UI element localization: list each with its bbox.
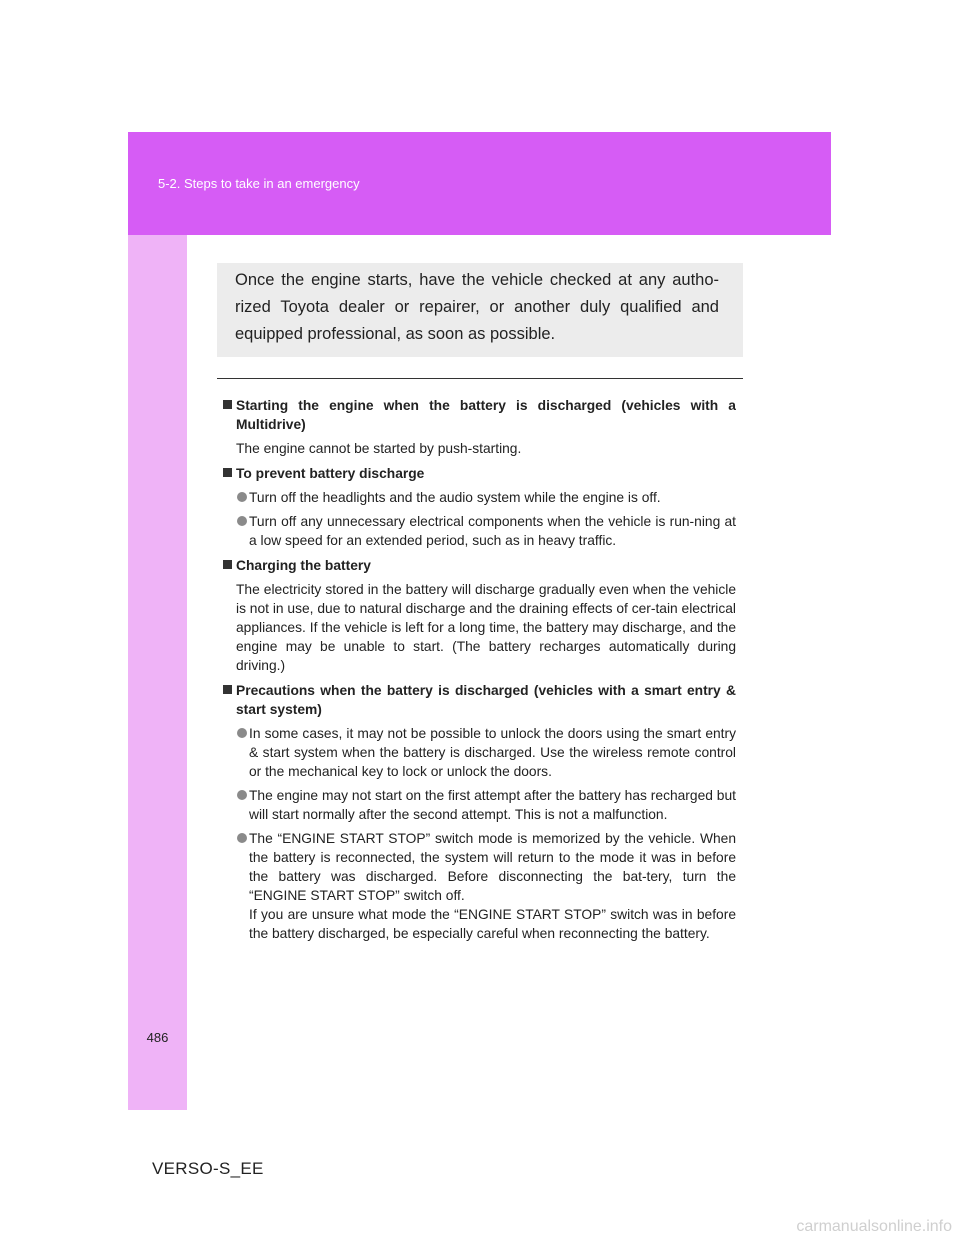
list-item-text: Turn off any unnecessary electrical components when the vehicle is run-ning at a low speed for an extended period, such as in heavy traffic. — [249, 514, 736, 548]
list-item — [222, 829, 736, 943]
circle-bullet-icon — [237, 728, 247, 738]
circle-bullet-icon — [237, 516, 247, 526]
section-heading-text: Charging the battery — [236, 558, 371, 573]
section-heading — [222, 464, 736, 483]
section-title: 5-2. Steps to take in an emergency — [158, 176, 360, 191]
content-body — [222, 396, 736, 943]
circle-bullet-icon — [237, 492, 247, 502]
circle-bullet-icon — [237, 833, 247, 843]
square-bullet-icon — [223, 400, 232, 409]
square-bullet-icon — [223, 468, 232, 477]
list-item-text: In some cases, it may not be possible to unlock the doors using the smart entry & start system when the battery is discharged. Use the wireless remote control or the mechanical key to lock or unlock the doors. — [249, 726, 736, 779]
section-heading-text: To prevent battery discharge — [236, 466, 425, 481]
list-item — [222, 512, 736, 550]
side-strip — [128, 235, 187, 1110]
section-heading — [222, 556, 736, 575]
list-item — [222, 724, 736, 781]
note-text: Once the engine starts, have the vehicle checked at any autho-rized Toyota dealer or repairer, or another duly qualified and equipped professional, as soon as possible. — [235, 271, 719, 343]
section-charging — [222, 556, 736, 675]
list-item — [222, 786, 736, 824]
list-item-text: Turn off the headlights and the audio system while the engine is off. — [249, 490, 661, 505]
section-multidrive — [222, 396, 736, 458]
list-item-continuation: If you are unsure what mode the “ENGINE START STOP” switch was in before the battery discharged, be especially careful when reconnecting the battery. — [249, 907, 736, 941]
section-heading-text: Starting the engine when the battery is discharged (vehicles with a Multidrive) — [236, 398, 736, 432]
section-precautions — [222, 681, 736, 943]
section-heading — [222, 396, 736, 434]
watermark: carmanualsonline.info — [796, 1218, 952, 1235]
section-header-bar — [128, 132, 831, 235]
circle-bullet-icon — [237, 790, 247, 800]
section-heading — [222, 681, 736, 719]
list-item-text: The engine may not start on the first attempt after the battery has recharged but will start normally after the second attempt. This is not a malfunction. — [249, 788, 736, 822]
section-body: The engine cannot be started by push-starting. — [236, 441, 522, 456]
note-box — [217, 263, 743, 357]
divider-rule — [217, 378, 743, 379]
square-bullet-icon — [223, 560, 232, 569]
section-body: The electricity stored in the battery will discharge gradually even when the vehicle is not in use, due to natural discharge and the draining effects of cer-tain electrical appliances. If the vehicle is left for a long time, the battery may discharge, and the engine may be unable to start. (The battery recharges automatically during driving.) — [236, 582, 736, 673]
footer-code: VERSO-S_EE — [152, 1159, 264, 1178]
list-item-text: The “ENGINE START STOP” switch mode is memorized by the vehicle. When the battery is reconnected, the system will return to the mode it was in before the battery was discharged. Before disconnecting the bat-tery, turn the “ENGINE START STOP” switch off. — [249, 831, 736, 903]
list-item — [222, 488, 736, 507]
section-prevent-discharge — [222, 464, 736, 550]
page-number: 486 — [146, 1030, 169, 1045]
square-bullet-icon — [223, 685, 232, 694]
section-heading-text: Precautions when the battery is discharged (vehicles with a smart entry & start system) — [236, 683, 736, 717]
